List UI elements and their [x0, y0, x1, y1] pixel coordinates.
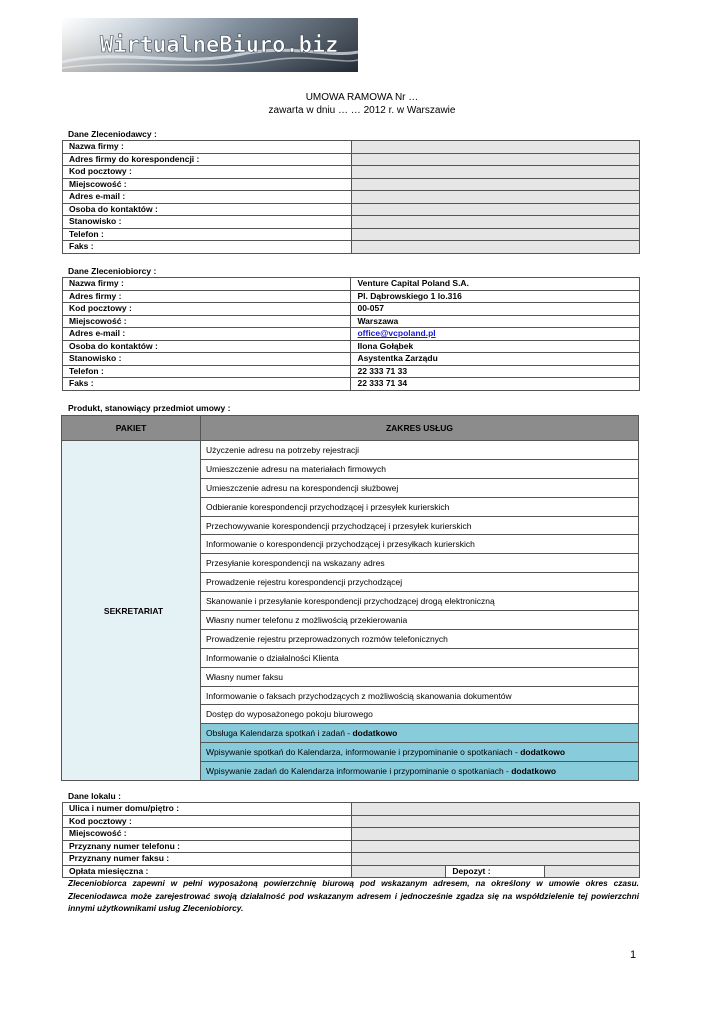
product-section-label: Produkt, stanowiący przedmiot umowy : [68, 403, 231, 413]
provider-field-label: Miejscowość : [63, 315, 351, 328]
client-section-label: Dane Zleceniodawcy : [68, 129, 157, 139]
client-field-value[interactable] [351, 153, 639, 166]
service-item: Informowanie o działalności Klienta [201, 648, 639, 667]
client-field-value[interactable] [351, 216, 639, 229]
monthly-fee-value[interactable] [351, 865, 446, 878]
provider-field-label: Adres e-mail : [63, 328, 351, 341]
client-field-label: Adres firmy do korespondencji : [63, 153, 352, 166]
provider-field-value: Pl. Dąbrowskiego 1 lo.316 [351, 290, 640, 303]
provider-field-value: Warszawa [351, 315, 640, 328]
premises-field-label: Przyznany numer faksu : [63, 853, 352, 866]
client-field-label: Faks : [63, 241, 352, 254]
premises-row [63, 815, 640, 828]
client-row [63, 166, 640, 179]
service-item: Informowanie o faksach przychodzących z możliwością skanowania dokumentów [201, 686, 639, 705]
premises-field-value[interactable] [351, 828, 639, 841]
client-field-label: Stanowisko : [63, 216, 352, 229]
provider-field-label: Osoba do kontaktów : [63, 340, 351, 353]
client-field-label: Nazwa firmy : [63, 141, 352, 154]
client-field-value[interactable] [351, 228, 639, 241]
premises-field-value[interactable] [351, 815, 639, 828]
service-item: Informowanie o korespondencji przychodzącej i przesyłkach kurierskich [201, 535, 639, 554]
client-field-label: Miejscowość : [63, 178, 352, 191]
provider-field-value: 22 333 71 33 [351, 365, 640, 378]
provider-field-value: 00-057 [351, 303, 640, 316]
client-field-value[interactable] [351, 241, 639, 254]
provider-field-label: Stanowisko : [63, 353, 351, 366]
client-field-value[interactable] [351, 191, 639, 204]
provider-field-value [351, 328, 640, 341]
service-item: Umieszczenie adresu na korespondencji służbowej [201, 478, 639, 497]
client-field-label: Kod pocztowy : [63, 166, 352, 179]
client-field-value[interactable] [351, 203, 639, 216]
service-item: Odbieranie korespondencji przychodzącej i przesyłek kurierskich [201, 497, 639, 516]
premises-field-value[interactable] [351, 803, 639, 816]
premises-field-value[interactable] [351, 840, 639, 853]
client-field-value[interactable] [351, 166, 639, 179]
premises-field-label: Przyznany numer telefonu : [63, 840, 352, 853]
client-table [62, 140, 640, 254]
contract-note: Zleceniobiorca zapewni w pełni wyposażoną powierzchnię biurową pod wskazanym adresem, na określony w umowie okres czasu. Zleceniodawca może zarejestrować swoją działalność pod wskazanym adresem i jednocześnie zgadza się na współdzielenie tej powierzchni innymi użytkownikami usług Zleceniobiorcy. [68, 878, 639, 913]
premises-row [63, 828, 640, 841]
client-row [63, 141, 640, 154]
provider-field-value: Asystentka Zarządu [351, 353, 640, 366]
provider-row [63, 340, 640, 353]
extra-service-item [201, 762, 639, 781]
premises-field-label: Miejscowość : [63, 828, 352, 841]
provider-section-label: Dane Zleceniobiorcy : [68, 266, 157, 276]
service-item: Własny numer faksu [201, 667, 639, 686]
provider-row [63, 365, 640, 378]
provider-row [63, 303, 640, 316]
provider-table [62, 277, 640, 391]
client-field-value[interactable] [351, 141, 639, 154]
extra-service-text: Obsługa Kalendarza spotkań i zadań - [206, 728, 353, 739]
premises-field-value[interactable] [351, 853, 639, 866]
provider-row [63, 328, 640, 341]
service-item: Przesyłanie korespondencji na wskazany adres [201, 554, 639, 573]
extra-service-item [201, 743, 639, 762]
provider-row [63, 315, 640, 328]
provider-field-label: Adres firmy : [63, 290, 351, 303]
premises-table [62, 802, 640, 878]
client-row [63, 228, 640, 241]
fee-row [63, 865, 640, 878]
provider-field-value: 22 333 71 34 [351, 378, 640, 391]
premises-row [63, 853, 640, 866]
premises-row [63, 840, 640, 853]
client-row [63, 178, 640, 191]
client-row [63, 216, 640, 229]
service-item: Własny numer telefonu z możliwością przekierowania [201, 611, 639, 630]
client-row [63, 203, 640, 216]
extra-service-tag: dodatkowo [511, 766, 557, 777]
provider-field-value: Venture Capital Poland S.A. [351, 278, 640, 291]
page-number: 1 [630, 949, 637, 961]
service-item: Dostęp do wyposażonego pokoju biurowego [201, 705, 639, 724]
service-item: Prowadzenie rejestru przeprowadzonych rozmów telefonicznych [201, 629, 639, 648]
premises-field-label: Kod pocztowy : [63, 815, 352, 828]
package-column-header: PAKIET [62, 416, 201, 441]
contract-subtitle: zawarta w dniu … … 2012 r. w Warszawie [268, 105, 456, 116]
provider-row [63, 353, 640, 366]
client-field-label: Adres e-mail : [63, 191, 352, 204]
client-field-label: Osoba do kontaktów : [63, 203, 352, 216]
scope-column-header: ZAKRES USŁUG [201, 416, 639, 441]
extra-service-tag: dodatkowo [352, 728, 398, 739]
premises-section-label: Dane lokalu : [68, 791, 121, 801]
company-logo [62, 18, 358, 72]
contract-title: UMOWA RAMOWA Nr … [305, 92, 419, 103]
service-item: Umieszczenie adresu na materiałach firmowych [201, 459, 639, 478]
extra-service-text: Wpisywanie spotkań do Kalendarza, informowanie i przypominanie o spotkaniach - [206, 747, 521, 758]
client-row [63, 241, 640, 254]
provider-row [63, 278, 640, 291]
client-row [63, 153, 640, 166]
provider-field-value: Ilona Gołąbek [351, 340, 640, 353]
deposit-value[interactable] [545, 865, 640, 878]
client-field-label: Telefon : [63, 228, 352, 241]
provider-field-label: Nazwa firmy : [63, 278, 351, 291]
extra-service-item [201, 724, 639, 743]
provider-field-label: Telefon : [63, 365, 351, 378]
provider-row [63, 290, 640, 303]
logo-text: WirtualneBiuro.biz [100, 33, 339, 58]
premises-field-label: Ulica i numer domu/piętro : [63, 803, 352, 816]
provider-email-link[interactable]: office@vcpoland.pl [357, 328, 436, 339]
service-item: Prowadzenie rejestru korespondencji przychodzącej [201, 573, 639, 592]
client-row [63, 191, 640, 204]
service-row [62, 441, 639, 460]
extra-service-tag: dodatkowo [520, 747, 566, 758]
service-item: Skanowanie i przesyłanie korespondencji przychodzącej drogą elektroniczną [201, 592, 639, 611]
package-name: SEKRETARIAT [62, 441, 201, 781]
service-item: Przechowywanie korespondencji przychodzącej i przesyłek kurierskich [201, 516, 639, 535]
deposit-label: Depozyt : [446, 865, 545, 878]
client-field-value[interactable] [351, 178, 639, 191]
extra-service-text: Wpisywanie zadań do Kalendarza informowanie i przypominanie o spotkaniach - [206, 766, 512, 777]
services-table [61, 415, 639, 781]
provider-row [63, 378, 640, 391]
provider-field-label: Kod pocztowy : [63, 303, 351, 316]
premises-row [63, 803, 640, 816]
monthly-fee-label: Opłata miesięczna : [63, 865, 352, 878]
service-item: Użyczenie adresu na potrzeby rejestracji [201, 441, 639, 460]
provider-field-label: Faks : [63, 378, 351, 391]
